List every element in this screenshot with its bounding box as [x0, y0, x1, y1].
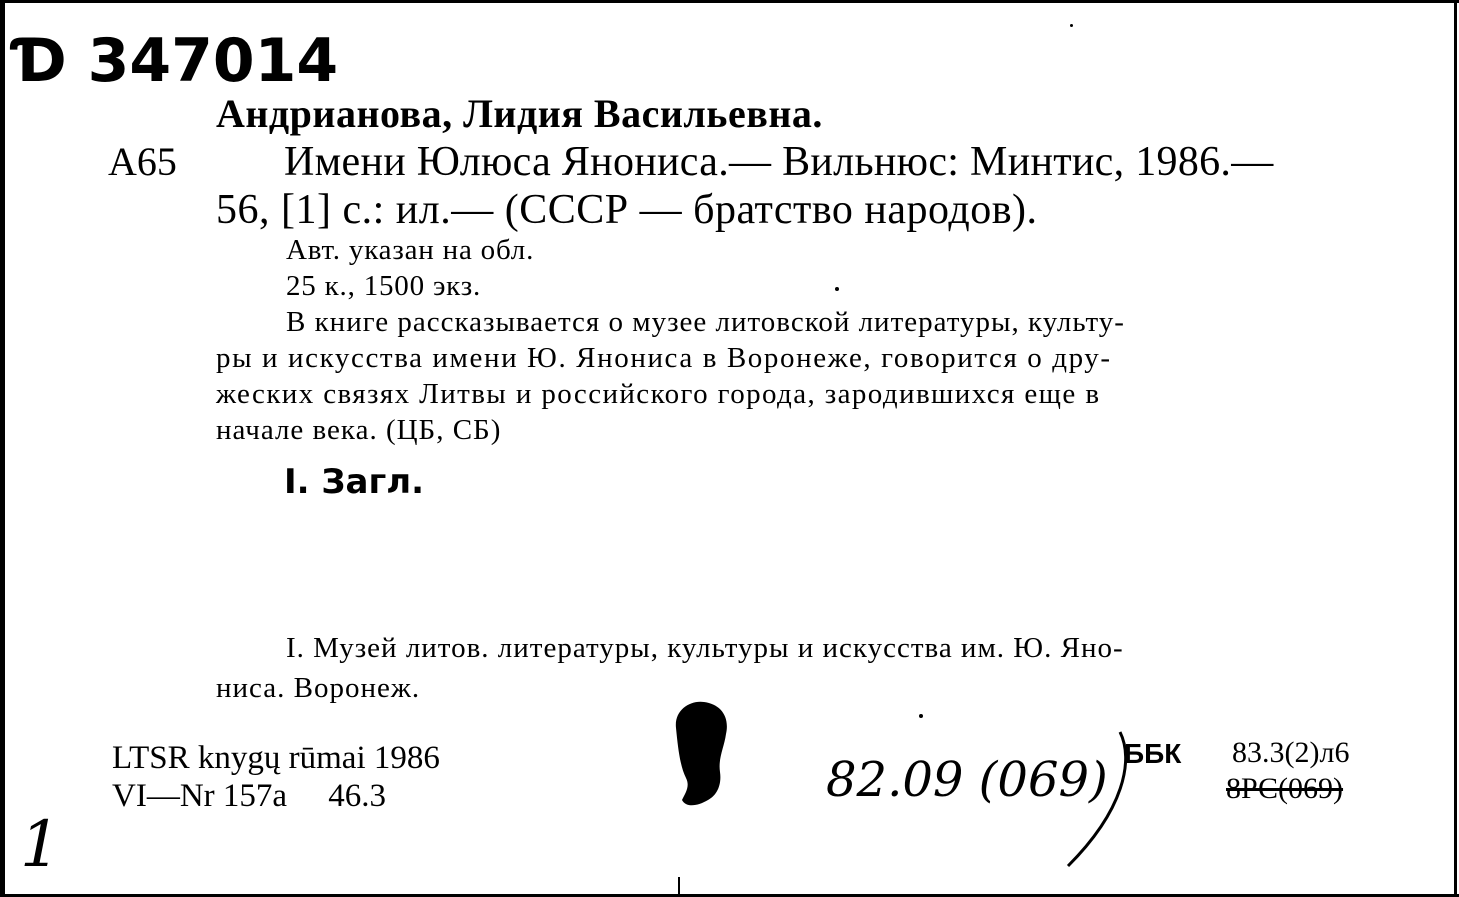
subject-entry-line: I. Музей литов. литературы, культуры и искусства им. Ю. Яно- — [286, 632, 1124, 664]
author-heading: Андрианова, Лидия Васильевна. — [216, 91, 823, 136]
stray-dot — [919, 714, 923, 718]
ink-blot — [668, 700, 738, 810]
handwritten-number: 1 — [20, 808, 61, 882]
price-and-print-run: 25 к., 1500 экз. — [286, 270, 481, 302]
annotation-line: жеских связях Литвы и российского города, зародившихся еще в — [216, 378, 1101, 410]
card-border-left — [0, 0, 5, 897]
call-number: Ɗ 347014 — [14, 26, 339, 96]
author-note: Авт. указан на обл. — [286, 234, 535, 266]
annotation-line: В книге рассказывается о музее литовской литературы, культу- — [286, 306, 1125, 338]
subject-entry-line: ниса. Воронеж. — [216, 672, 421, 704]
stray-dot — [835, 287, 839, 291]
handwritten-class-number: 82.09 (069) — [826, 752, 1108, 808]
stray-mark — [678, 877, 680, 895]
record-number-line: VI—Nr 157a 46.3 — [112, 778, 387, 814]
stray-dot — [1070, 24, 1073, 27]
card-border-right — [1454, 0, 1457, 897]
bbk-old-index-crossed: 8РС(069) — [1226, 772, 1344, 805]
title-line: 56, [1] с.: ил.— (СССР — братство народов). — [216, 187, 1038, 233]
card-border-top — [0, 0, 1459, 3]
title-line: Имени Юлюса Янониса.— Вильнюс: Минтис, 1986.— — [284, 139, 1274, 185]
shelf-mark: А65 — [108, 139, 177, 184]
handwritten-title-entry: I. Загл. — [284, 462, 425, 502]
annotation-line: начале века. (ЦБ, СБ) — [216, 414, 502, 446]
publisher-line: LTSR knygų rūmai 1986 — [112, 740, 440, 776]
bbk-index: 83.3(2)л6 — [1232, 736, 1350, 769]
annotation-line: ры и искусства имени Ю. Янониса в Воронеже, говорится о дру- — [216, 342, 1112, 374]
bbk-label: ББК — [1124, 738, 1182, 769]
